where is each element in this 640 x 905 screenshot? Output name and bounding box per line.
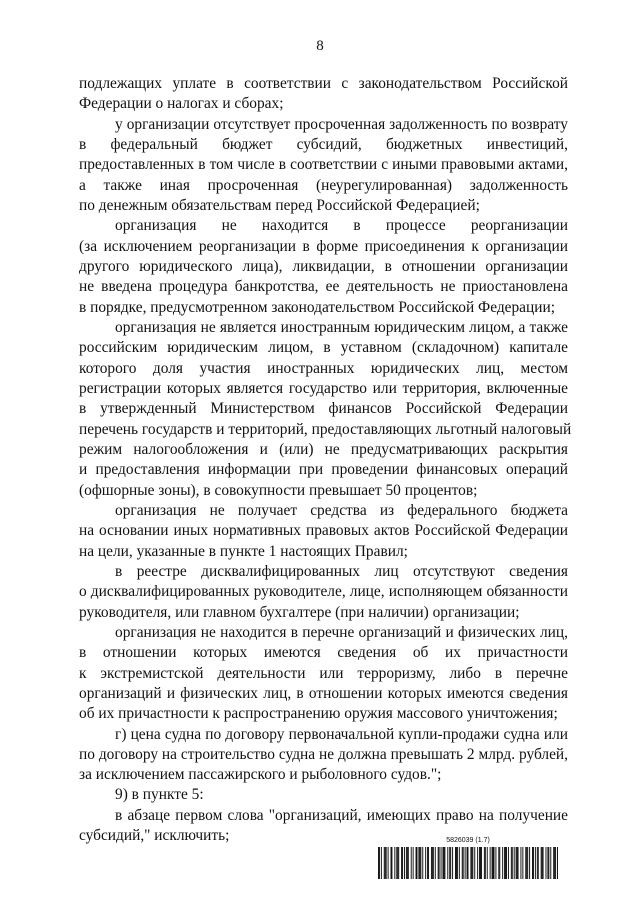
barcode-bar [455,847,456,879]
barcode-bar [444,847,445,879]
barcode-bar [417,847,418,879]
paragraph [79,785,568,805]
barcode-bar [404,847,405,879]
barcode-bar [441,847,442,879]
barcode-bar [542,847,543,879]
barcode-bar [494,847,495,879]
barcode-bar [545,847,546,879]
barcode-bar [537,847,538,879]
barcode-bar [432,847,433,879]
text-line: (за исключением реорганизации в форме присоединения к организации [79,237,568,255]
text-line: об их причастности к распространению оружия массового уничтожения; [79,705,558,723]
barcode-bar [529,847,530,879]
text-line: в федеральный бюджет субсидий, бюджетных инвестиций, [79,135,568,153]
barcode-bar [456,847,457,879]
barcode-bar [391,847,392,879]
barcode-bar [433,847,434,879]
text-line: режим налогообложения и (или) не предусматривающих раскрытия [79,440,568,458]
barcode-bar [518,847,519,879]
barcode-bar [517,847,518,879]
barcode-bar [516,847,517,879]
barcode-bar [541,847,542,879]
barcode-bar [413,847,414,879]
barcode-bar [402,847,403,879]
barcode-bar [554,847,555,879]
paragraph [79,501,568,562]
barcode-bar [416,847,417,879]
text-line: о дисквалифицированных руководителе, лице, исполняющем обязанности [79,583,568,601]
text-line: по денежным обязательствам перед Российской Федерацией; [79,196,480,214]
page-number: 8 [316,38,324,54]
text-line: г) цена судна по договору первоначальной купли-продажи судна или [115,725,568,743]
text-line: организация не получает средства из федерального бюджета [115,501,568,519]
barcode-bar [495,847,496,879]
barcode-bar [526,847,527,879]
barcode-bar [465,847,466,879]
text-line: российским юридическим лицом, в уставном (складочном) капитале [79,339,568,357]
paragraph [79,216,568,318]
barcode-bar [435,847,436,879]
text-line: а также иная просроченная (неурегулированная) задолженность [79,176,568,194]
barcode-bar [394,847,395,879]
barcode-bar [457,847,458,879]
barcode [378,836,558,880]
text-line: у организации отсутствует просроченная задолженность по возврату [115,115,568,133]
barcode-bar [467,847,468,879]
barcode-bar [384,847,385,879]
barcode-bar [397,847,398,879]
barcode-bar [520,847,521,879]
barcode-bar [553,847,554,879]
paragraph [79,562,568,623]
barcode-bar [477,847,478,879]
barcode-bar [422,847,423,879]
text-line: не введена процедура банкротства, ее деятельность не приостановлена [79,278,568,296]
barcode-bar [481,847,482,879]
barcode-bar [490,847,491,879]
barcode-bar [493,847,494,879]
barcode-bar [471,847,472,879]
barcode-label: 5826039 (1.7) [446,837,490,844]
text-line: регистрации которых является государство или территория, включенные [79,379,568,397]
paragraph [79,623,568,725]
text-line: руководителя, или главном бухгалтере (при наличии) организации; [79,603,520,621]
document-body [79,74,572,846]
barcode-bar [512,847,513,879]
barcode-bar [538,847,539,879]
barcode-bar [449,847,450,879]
text-line: к экстремистской деятельности или терроризму, либо в перечне [79,664,568,682]
barcode-bar [468,847,469,879]
barcode-bar [550,847,551,879]
barcode-bar [391,847,392,879]
barcode-bar [407,847,408,879]
barcode-bar [418,847,419,879]
barcode-bar [379,847,380,879]
text-line: организация не находится в перечне организаций и физических лиц, [115,623,568,641]
barcode-bar [498,847,499,879]
text-line: другого юридического лица), ликвидации, в отношении организации [79,257,568,275]
barcode-bar [419,847,420,879]
barcode-bar [485,847,486,879]
text-line: предоставленных в том числе в соответствии с иными правовыми актами, [79,156,568,174]
barcode-bar [522,847,523,879]
barcode-bar [502,847,503,879]
text-line: Федерации о налогах и сборах; [79,95,284,113]
barcode-bar [427,847,428,879]
barcode-bar [479,847,480,879]
barcode-bar [398,847,399,879]
barcode-bar [428,847,429,879]
barcode-bar [474,847,475,879]
barcode-bar [386,847,387,879]
barcode-bar [511,847,512,879]
text-line: в абзаце первом слова "организаций, имеющих право на получение [115,806,568,824]
barcode-bar [439,847,440,879]
text-line: организация не является иностранным юридическим лицом, а также [115,318,568,336]
text-line: в реестре дисквалифицированных лиц отсутствуют сведения [115,562,568,580]
barcode-bar [506,847,507,879]
barcode-bar [452,847,453,879]
text-line: организация не находится в процессе реорганизации [115,217,568,235]
barcode-bar [533,847,534,879]
barcode-bar [378,847,379,879]
barcode-bar [388,847,389,879]
text-line: перечень государств и территорий, предоставляющих льготный налоговый [79,420,572,438]
text-line: субсидий," исключить; [79,827,230,845]
barcode-bar [557,847,558,879]
barcode-bar [532,847,533,879]
text-line: в утвержденный Министерством финансов Российской Федерации [79,400,568,418]
barcode-bar [492,847,493,879]
barcode-bar [425,847,426,879]
barcode-bar [463,847,464,879]
barcode-bar [548,847,549,879]
barcode-bar [484,847,485,879]
barcode-bar [411,847,412,879]
text-line: организаций и физических лиц, в отношении которых имеются сведения [79,684,568,702]
text-line: по договору на строительство судна не должна превышать 2 млрд. рублей, [79,745,568,763]
barcode-bar [480,847,481,879]
paragraph [79,725,568,786]
barcode-bar [505,847,506,879]
barcode-bars [378,847,558,879]
barcode-bar [401,847,402,879]
paragraph [79,115,568,217]
barcode-bar [525,847,526,879]
barcode-bar [555,847,556,879]
barcode-bar [408,847,409,879]
barcode-bar [514,847,515,879]
barcode-bar [499,847,500,879]
text-line: и предоставления информации при проведении финансовых операций [79,461,568,479]
barcode-bar [547,847,548,879]
text-line: подлежащих уплате в соответствии с законодательством Российской [79,75,568,92]
barcode-bar [543,847,544,879]
barcode-bar [508,847,509,879]
barcode-bar [396,847,397,879]
barcode-bar [462,847,463,879]
text-line: в порядке, предусмотренном законодательством Российской Федерации; [79,298,555,316]
barcode-bar [431,847,432,879]
barcode-bar [406,847,407,879]
text-line: 9) в пункте 5: [115,786,204,804]
barcode-bar [527,847,528,879]
barcode-bar [472,847,473,879]
barcode-bar [385,847,386,879]
barcode-bar [438,847,439,879]
barcode-bar [443,847,444,879]
barcode-bar [470,847,471,879]
barcode-bar [504,847,505,879]
barcode-bar [459,847,460,879]
barcode-bar [420,847,421,879]
barcode-bar [487,847,488,879]
barcode-bar [535,847,536,879]
barcode-bar [447,847,448,879]
text-line: за исключением пассажирского и рыболовного судов."; [79,766,442,784]
text-line: которого доля участия иностранных юридических лиц, местом [79,359,568,377]
barcode-bar [442,847,443,879]
barcode-bar [381,847,382,879]
text-line: на цели, указанные в пункте 1 настоящих Правил; [79,542,408,560]
paragraph [79,318,572,501]
text-line: на основании иных нормативных правовых актов Российской Федерации [79,522,568,540]
barcode-bar [450,847,451,879]
paragraph [79,74,568,115]
text-line: (офшорные зоны), в совокупности превышает 50 процентов; [79,481,478,499]
text-line: в отношении которых имеются сведения об их причастности [79,644,568,662]
